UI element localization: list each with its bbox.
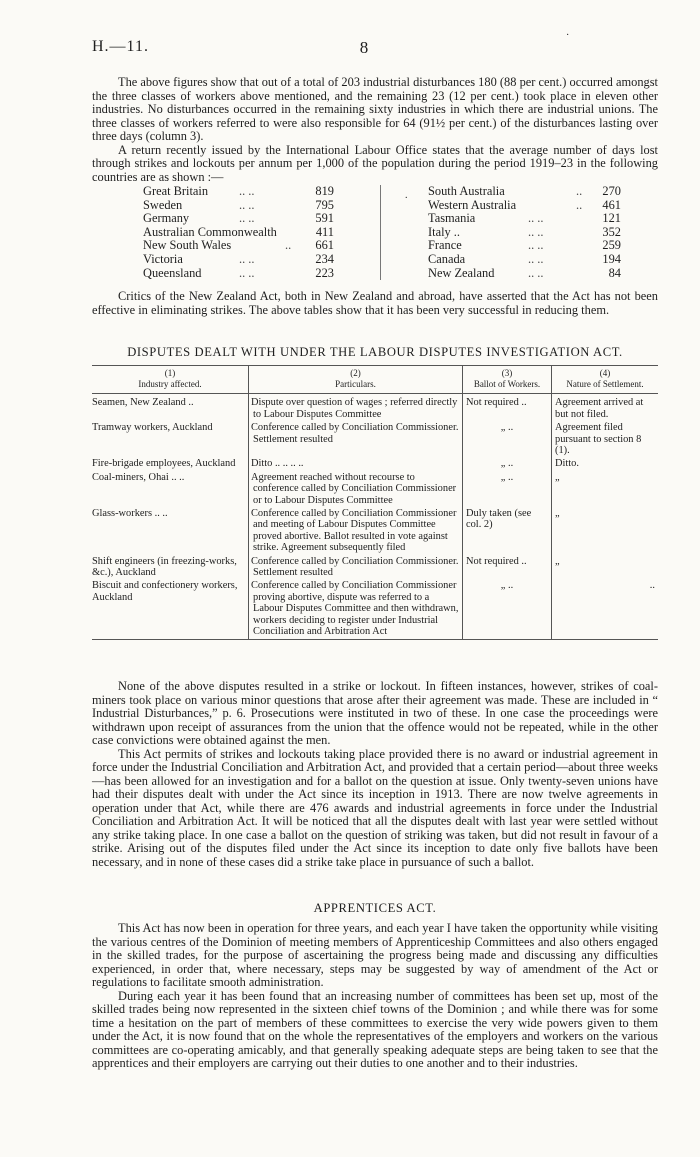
country-value: 259 xyxy=(602,238,621,253)
country-row xyxy=(428,226,638,240)
particulars-cell: Conference called by Conciliation Commissioner. Settlement resulted xyxy=(249,556,463,581)
leader-dots: .. .. xyxy=(528,211,544,226)
leader-dots: .. .. xyxy=(239,211,255,226)
country-value: 819 xyxy=(315,184,334,198)
settlement-cell: „ xyxy=(552,472,659,508)
country-row xyxy=(428,239,638,253)
country-name: Queensland xyxy=(143,265,202,280)
critics-text xyxy=(92,290,658,317)
country-value: 234 xyxy=(315,251,334,266)
table-row xyxy=(92,508,658,556)
country-value: 194 xyxy=(602,251,621,266)
leader-dots: .. .. xyxy=(239,265,255,280)
paragraph-act-permits: This Act permits of strikes and lockouts taking place provided there is no award or industrial agreement in force under the Industrial Conciliation and Arbitration Act, and provided that a certain period—about three weeks—has been allowed for an investigation and for a ballot on the question at issue. Only twenty-seven unions have had their disputes dealt with under the Act since its inception in 1913. There are now twelve agreements in operation under that Act, while there are 476 awards and industrial agreements in force under the Industrial Conciliation and Arbitration Act. It will be noticed that all the disputes dealt with last year were settled without any strike taking place. In one case a ballot on the question of striking was taken, but did not result in favour of a strike. Arising out of the disputes filed under the Act since its inception to date only five ballots have been necessary, and in none of these cases did a strike take place in pursuance of such a ballot. xyxy=(92,746,658,869)
country-value: 411 xyxy=(315,224,334,239)
ballot-cell: „ .. xyxy=(463,580,552,640)
countries-left-column xyxy=(143,185,363,280)
particulars-cell: Dispute over question of wages ; referred directly to Labour Disputes Committee xyxy=(249,397,463,422)
table-row xyxy=(92,472,658,508)
paragraph-apprentices-operation: This Act has now been in operation for three years, and each year I have taken the opportunity while visiting the various centres of the Dominion of meeting members of Apprenticeship Committees and also others engaged in the skilled trades, for the purpose of ascertaining the progress being made and discussing any difficulties experienced, in order that, where necessary, steps may be suggested by way of amendment of the Act or regulations to facilitate smooth administration. xyxy=(92,921,658,989)
country-name: New South Wales xyxy=(143,238,232,253)
ballot-cell: „ .. xyxy=(463,422,552,458)
disputes-table xyxy=(92,365,658,640)
document-reference: H.—11. xyxy=(92,38,149,55)
leader-dots: .. xyxy=(576,197,583,212)
divider-dot: . xyxy=(405,190,408,201)
industry-cell: Shift engineers (in freezing-works, &c.), Auckland xyxy=(92,555,237,578)
settlement-cell: Ditto. xyxy=(552,458,659,471)
apprentices-section-title: APPRENTICES ACT. xyxy=(313,901,437,915)
countries-table xyxy=(143,185,643,285)
ballot-cell: Not required .. xyxy=(463,397,552,422)
paragraph-no-strikes: None of the above disputes resulted in a strike or lockout. In fifteen instances, however, strikes of coal-miners took place on various minor questions that arose after their agreement was made. These are included in “ Industrial Disturbances,” p. 6. Prosecutions were instituted in two of these. In one case the proceedings were withdrawn upon receipt of assurances from the union that the offence would not be repeated, while in the other case convictions were obtained against the men. xyxy=(92,679,658,747)
country-value: 270 xyxy=(602,184,621,198)
country-name: Italy .. xyxy=(428,224,460,239)
country-name: France xyxy=(428,238,462,253)
leader-dots: .. .. xyxy=(239,197,255,212)
corner-mark: · xyxy=(566,30,570,41)
table-row xyxy=(92,397,658,422)
country-name: Western Australia xyxy=(428,197,517,212)
country-row xyxy=(143,226,363,240)
country-row xyxy=(143,199,363,213)
country-row xyxy=(428,253,638,267)
country-name: Great Britain xyxy=(143,184,209,198)
leader-dots: .. .. xyxy=(528,251,544,266)
country-value: 795 xyxy=(315,197,334,212)
industry-cell: Fire-brigade employees, Auckland xyxy=(92,458,236,470)
country-name: South Australia xyxy=(428,184,505,198)
country-name: Sweden xyxy=(143,197,183,212)
intro-text xyxy=(92,76,658,184)
ballot-cell: „ .. xyxy=(463,458,552,471)
country-row xyxy=(428,212,638,226)
country-name: Germany xyxy=(143,211,190,226)
particulars-cell: Ditto .. .. .. .. xyxy=(249,458,463,471)
particulars-cell: Agreement reached without recourse to conference called by Conciliation Commissioner or to Labour Disputes Committee xyxy=(249,472,463,508)
leader-dots: .. .. xyxy=(239,251,255,266)
country-row xyxy=(143,267,363,281)
table-row xyxy=(92,422,658,458)
country-name: Australian Commonwealth xyxy=(143,224,277,239)
leader-dots: .. xyxy=(285,238,292,253)
column-header-industry: (1) Industry affected. xyxy=(92,366,249,394)
paragraph-disturbances: The above figures show that out of a total of 203 industrial disturbances 180 (88 per cent.) occurred amongst the three classes of workers above mentioned, and the remaining 23 (12 per cent.) took place in eleven other industries. No disturbances occurred in the remaining sixty industries in which there are industrial unions. The three classes of workers referred to were also responsible for 64 (91½ per cent.) of the disturbances lasting over three days (column 3). xyxy=(92,75,658,143)
industry-cell: Coal-miners, Ohai .. .. xyxy=(92,471,185,483)
paragraph-apprentices-committees: During each year it has been found that an increasing number of committees has been set up, most of the skilled trades being now represented in the sixteen chief towns of the Dominion ; and while there was for some time a hesitation on the part of members of these committees to exercise the very wide powers given to them under the Act, it is now found that on the whole the representatives of the employers and workers on the various committees are co-operating amicably, and that generally speaking adequate steps are being taken to see that the apprentices and their employers are carrying out their duties to one another and to their industries. xyxy=(92,988,658,1070)
disputes-section-title: DISPUTES DEALT WITH UNDER THE LABOUR DISPUTES INVESTIGATION ACT. xyxy=(127,345,623,359)
table-header-row xyxy=(92,366,658,394)
settlement-cell: Agreement arrived at but not filed. xyxy=(552,397,659,422)
country-row xyxy=(143,239,363,253)
particulars-cell: Conference called by Conciliation Commissioner. Settlement resulted xyxy=(249,422,463,458)
column-divider xyxy=(380,185,381,280)
column-header-settlement: (4) Nature of Settlement. xyxy=(552,366,659,394)
column-header-ballot: (3) Ballot of Workers. xyxy=(463,366,552,394)
country-row xyxy=(143,185,363,199)
paragraph-labour-office: A return recently issued by the International Labour Office states that the average number of days lost through strikes and lockouts per annum per 1,000 of the population during the period 1919–23 in the following countries are as shown :— xyxy=(92,142,658,184)
country-name: Tasmania xyxy=(428,211,476,226)
settlement-cell: „ xyxy=(552,508,659,556)
country-value: 661 xyxy=(315,238,334,253)
leader-dots: .. .. xyxy=(528,265,544,280)
table-row xyxy=(92,556,658,581)
settlement-cell: .. xyxy=(552,580,659,640)
settlement-cell: Agreement filed pursuant to section 8 (1). xyxy=(552,422,659,458)
leader-dots: .. xyxy=(576,184,583,198)
country-name: Victoria xyxy=(143,251,183,266)
country-value: 591 xyxy=(315,211,334,226)
country-name: New Zealand xyxy=(428,265,495,280)
apprentices-text xyxy=(92,922,658,1071)
disputes-discussion xyxy=(92,680,658,869)
ballot-cell: Duly taken (see col. 2) xyxy=(463,508,552,556)
industry-cell: Tramway workers, Auckland xyxy=(92,422,213,434)
country-row xyxy=(428,267,638,281)
country-value: 223 xyxy=(315,265,334,280)
table-row xyxy=(92,580,658,640)
leader-dots: .. .. xyxy=(239,184,255,198)
country-row xyxy=(428,199,638,213)
settlement-cell: „ xyxy=(552,556,659,581)
particulars-cell: Conference called by Conciliation Commissioner and meeting of Labour Disputes Committee proved abortive. Ballot resulted in vote against strike. Agreement subsequently filed xyxy=(249,508,463,556)
industry-cell: Glass-workers .. .. xyxy=(92,507,168,519)
industry-cell: Seamen, New Zealand .. xyxy=(92,397,194,409)
country-value: 84 xyxy=(608,265,621,280)
paragraph-critics: Critics of the New Zealand Act, both in New Zealand and abroad, have asserted that the Act has not been effective in eliminating strikes. The above tables show that it has been very successful in reducing them. xyxy=(92,289,658,317)
column-header-particulars: (2) Particulars. xyxy=(249,366,463,394)
country-row xyxy=(428,185,638,199)
ballot-cell: Not required .. xyxy=(463,556,552,581)
industry-cell: Biscuit and confectionery workers, Auckland xyxy=(92,580,249,640)
country-value: 352 xyxy=(602,224,621,239)
country-name: Canada xyxy=(428,251,466,266)
country-value: 461 xyxy=(602,197,621,212)
table-row xyxy=(92,458,658,471)
country-row xyxy=(143,212,363,226)
countries-right-column xyxy=(428,185,638,280)
leader-dots: .. .. xyxy=(528,224,544,239)
particulars-cell: Conference called by Conciliation Commissioner proving abortive, dispute was referred to a Labour Disputes Committee and then withdrawn, workers deciding to register under Industrial Conciliation and Arbitration Act xyxy=(249,580,463,640)
country-value: 121 xyxy=(602,211,621,226)
leader-dots: .. .. xyxy=(528,238,544,253)
country-row xyxy=(143,253,363,267)
page-number: 8 xyxy=(359,38,369,57)
ballot-cell: „ .. xyxy=(463,472,552,508)
